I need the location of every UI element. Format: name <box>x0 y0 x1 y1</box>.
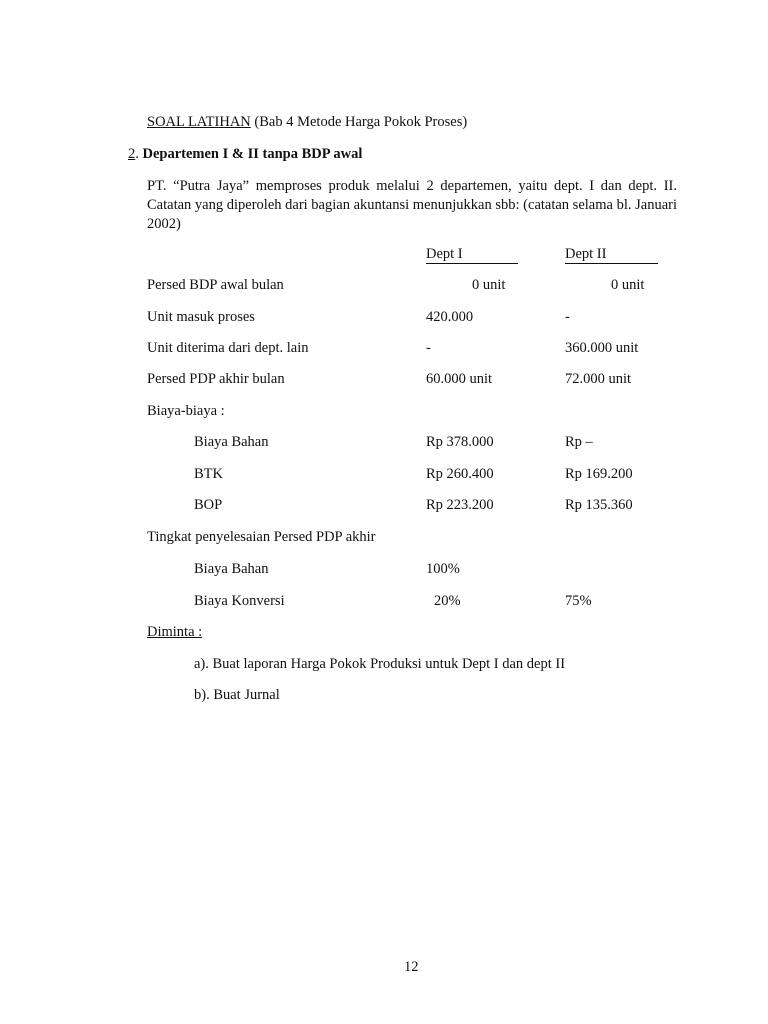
diminta-item: b). Buat Jurnal <box>194 687 280 703</box>
row-value-dept-1: Rp 260.400 <box>426 466 494 482</box>
row-label: Biaya Bahan <box>194 434 269 450</box>
row-value-dept-2: Rp 169.200 <box>565 466 633 482</box>
section-label-tingkat: Tingkat penyelesaian Persed PDP akhir <box>147 529 376 545</box>
row-label: Persed PDP akhir bulan <box>147 371 285 387</box>
diminta-item: a). Buat laporan Harga Pokok Produksi untuk Dept I dan dept II <box>194 656 566 672</box>
row-value-dept-1: - <box>426 340 431 356</box>
row-label: Unit masuk proses <box>147 309 255 325</box>
row-label: BOP <box>194 497 223 513</box>
row-label: Biaya Bahan <box>194 561 269 577</box>
row-value-dept-1: Rp 378.000 <box>426 434 494 450</box>
problem-number: 2 <box>128 146 136 162</box>
col-header-dept-1: Dept I <box>426 245 518 264</box>
row-value-dept-1: Rp 223.200 <box>426 497 494 513</box>
row-label: Biaya Konversi <box>194 593 285 609</box>
row-value-dept-2: Rp 135.360 <box>565 497 633 513</box>
problem-heading-text: Departemen I & II tanpa BDP awal <box>142 146 363 162</box>
col-header-dept-2: Dept II <box>565 245 658 264</box>
row-value-dept-1: 20% <box>434 593 461 609</box>
row-value-dept-1: 100% <box>426 561 460 577</box>
row-value-dept-1: 60.000 unit <box>426 371 493 387</box>
row-value-dept-1: 420.000 <box>426 309 474 325</box>
problem-heading: 2. Departemen I & II tanpa BDP awal <box>128 146 363 162</box>
row-value-dept-2: - <box>565 309 570 325</box>
page-number: 12 <box>404 959 419 975</box>
row-value-dept-2: 360.000 unit <box>565 340 639 356</box>
section-label-biaya: Biaya-biaya : <box>147 403 225 419</box>
row-label: Persed BDP awal bulan <box>147 277 284 293</box>
row-value-dept-2: 0 unit <box>611 277 645 293</box>
row-label: Unit diterima dari dept. lain <box>147 340 309 356</box>
title-main: SOAL LATIHAN <box>147 114 251 130</box>
problem-intro: PT. “Putra Jaya” memproses produk melalui 2 departemen, yaitu dept. I dan dept. II. Catatan yang diperoleh dari bagian akuntansi menunjukkan sbb: (catatan selama bl. Januari 2002) <box>147 178 677 232</box>
row-value-dept-1: 0 unit <box>472 277 506 293</box>
row-value-dept-2: 75% <box>565 593 592 609</box>
row-label: BTK <box>194 466 223 482</box>
row-value-dept-2: 72.000 unit <box>565 371 632 387</box>
row-value-dept-2: Rp – <box>565 434 593 450</box>
title-sub: (Bab 4 Metode Harga Pokok Proses) <box>254 114 468 130</box>
document-title <box>147 113 467 131</box>
diminta-label: Diminta : <box>147 624 203 640</box>
